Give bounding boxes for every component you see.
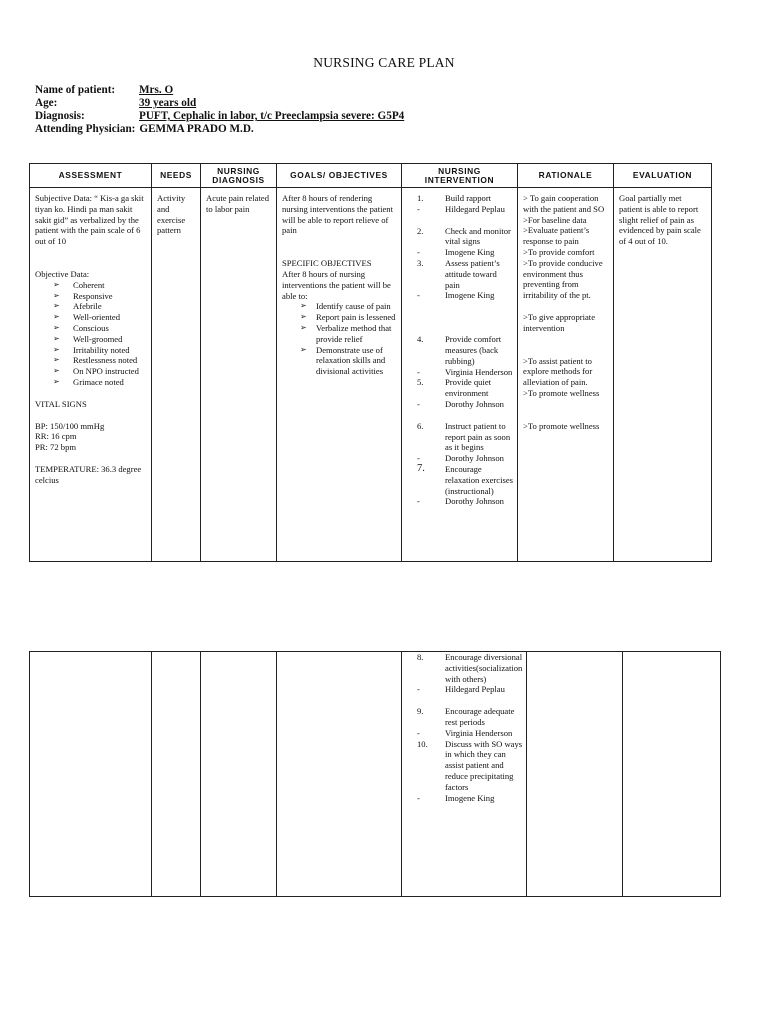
nursing-diagnosis-cell	[201, 188, 277, 562]
theorist-item: - Virginia Henderson	[417, 727, 513, 738]
list-item: ➢ Report pain is lessened	[300, 312, 397, 323]
header-goals: GOALS/ OBJECTIVES	[277, 164, 402, 188]
goals-cell-empty	[277, 652, 402, 897]
intervention-item: 2. Check and monitor vital signs	[417, 225, 511, 247]
header-evaluation: EVALUATION	[614, 164, 712, 188]
rationale-item: >To provide comfort	[523, 246, 595, 257]
list-item: ➢ Well-oriented	[53, 312, 147, 323]
general-goal: After 8 hours of rendering nursing interventions the patient will be able to report relieve of pain	[282, 193, 393, 236]
patient-info	[35, 84, 404, 136]
header-needs: NEEDS	[152, 164, 201, 188]
needs-cell-empty	[152, 652, 201, 897]
intervention-item: 10. Discuss with SO ways in which they can assist patient and reduce precipitating factors	[417, 738, 523, 792]
theorist-item: - Dorothy Johnson	[417, 453, 504, 464]
intervention-item: 5. Provide quiet environment	[417, 377, 492, 399]
intervention-item: 3. Assess patient’s attitude toward pain	[417, 257, 500, 290]
theorist-item: - Dorothy Johnson	[417, 398, 504, 409]
needs-cell	[152, 188, 201, 562]
patient-name: Mrs. O	[139, 84, 174, 96]
blood-pressure: BP: 150/100 mmHg	[35, 420, 105, 431]
header-row	[30, 164, 712, 188]
intervention-item: 4. Provide comfort measures (back rubbing)	[417, 334, 502, 366]
theorist-item: - Virginia Henderson	[417, 366, 513, 377]
respiratory-rate: RR: 16 cpm	[35, 431, 77, 442]
intervention-cell-continued	[402, 652, 527, 897]
theorist-item: - Imogene King	[417, 290, 495, 301]
physician-row	[35, 123, 404, 136]
rationale-cell	[518, 188, 614, 562]
theorist-item: - Imogene King	[417, 247, 495, 258]
patient-age-row	[35, 97, 404, 110]
header-rationale: RATIONALE	[518, 164, 614, 188]
patient-age-label: Age:	[35, 97, 58, 109]
specific-objectives-intro: After 8 hours of nursing interventions the patient will be able to:	[282, 268, 391, 301]
theorist-item: - Hildegard Peplau	[417, 684, 505, 695]
continued-row	[30, 652, 721, 897]
assessment-cell-empty	[30, 652, 152, 897]
list-item: ➢ On NPO instructed	[53, 366, 147, 377]
rationale-item: >To give appropriate intervention	[523, 311, 596, 333]
list-item: ➢ Conscious	[53, 323, 147, 334]
diagnosis-value: PUFT, Cephalic in labor, t/c Preeclampsia severe: G5P4	[139, 110, 405, 122]
temperature: TEMPERATURE: 36.3 degree celcius	[35, 463, 142, 485]
intervention-item: 6. Instruct patient to report pain as soon as it begins	[417, 420, 511, 453]
theorist-item: - Hildegard Peplau	[417, 203, 505, 214]
care-plan-table	[29, 163, 712, 562]
rationale-item: >To assist patient to explore methods for alleviation of pain.	[523, 355, 593, 388]
rationale-item: >For baseline data	[523, 214, 587, 225]
list-item: ➢ Coherent	[53, 280, 147, 291]
document-title: NURSING CARE PLAN	[313, 55, 455, 70]
rationale-cell-empty	[527, 652, 623, 897]
list-item: ➢ Restlessness noted	[53, 355, 147, 366]
rationale-item: >To promote wellness	[523, 387, 600, 398]
theorist-item: - Imogene King	[417, 792, 495, 803]
specific-objectives-label: SPECIFIC OBJECTIVES	[282, 258, 372, 269]
subjective-data: Subjective Data: “ Kis-a ga skit tiyan ko. Hindi pa man sakit sakit gid” as verbalized by the patient with the pain scale of 6 out of 10	[35, 193, 144, 247]
diagnosis-row	[35, 110, 404, 123]
objective-data-list	[35, 280, 147, 388]
list-item: ➢ Demonstrate use of relaxation skills and divisional activities	[300, 345, 397, 377]
intervention-item: 9. Encourage adequate rest periods	[417, 706, 515, 727]
pulse-rate: PR: 72 bpm	[35, 442, 77, 453]
intervention-item: 7. Encourage relaxation exercises (instructional)	[417, 462, 513, 496]
patient-name-row	[35, 84, 404, 97]
list-item: ➢ Well-groomed	[53, 334, 147, 345]
rationale-item: >To promote wellness	[523, 420, 600, 431]
list-item: ➢ Grimace noted	[53, 377, 147, 388]
list-item: ➢ Verbalize method that provide relief	[300, 323, 397, 345]
assessment-cell	[30, 188, 152, 562]
intervention-item: 8. Encourage diversional activities(socialization with others)	[417, 652, 523, 684]
vital-signs-label: VITAL SIGNS	[35, 398, 87, 409]
content-row	[30, 188, 712, 562]
goals-cell	[277, 188, 402, 562]
list-item: ➢ Afebrile	[53, 301, 147, 312]
physician-name: GEMMA PRADO M.D.	[139, 123, 254, 135]
header-nursing-diagnosis: NURSING DIAGNOSIS	[201, 164, 277, 188]
intervention-cell	[402, 188, 518, 562]
specific-objectives-list	[282, 301, 397, 377]
evaluation-text: Goal partially met patient is able to report slight relief of pain as evidenced by pain scale of 4 out of 10.	[619, 193, 701, 247]
evaluation-cell-empty	[623, 652, 721, 897]
list-item: ➢ Responsive	[53, 291, 147, 302]
intervention-item: 1. Build rapport	[417, 193, 492, 203]
theorist-item: - Dorothy Johnson	[417, 496, 504, 507]
care-plan-table-continued	[29, 651, 721, 897]
rationale-item: > To gain cooperation with the patient and SO	[523, 193, 605, 214]
evaluation-cell	[614, 188, 712, 562]
nursing-diagnosis-text: Acute pain related to labor pain	[206, 193, 269, 214]
list-item: ➢ Identify cause of pain	[300, 301, 397, 312]
physician-label: Attending Physician:	[35, 123, 136, 135]
diagnosis-cell-empty	[201, 652, 277, 897]
list-item: ➢ Irritability noted	[53, 345, 147, 356]
patient-name-label: Name of patient:	[35, 84, 116, 96]
rationale-item: >To provide conducive environment thus preventing from irritability of the pt.	[523, 257, 603, 301]
rationale-item: >Evaluate patient’s response to pain	[523, 225, 590, 247]
header-nursing-intervention: NURSING INTERVENTION	[402, 164, 518, 188]
patient-age: 39 years old	[139, 97, 197, 109]
diagnosis-label: Diagnosis:	[35, 110, 85, 122]
objective-data-label: Objective Data:	[35, 268, 90, 279]
header-assessment: ASSESSMENT	[30, 164, 152, 188]
needs-text: Activity and exercise pattern	[157, 193, 186, 236]
